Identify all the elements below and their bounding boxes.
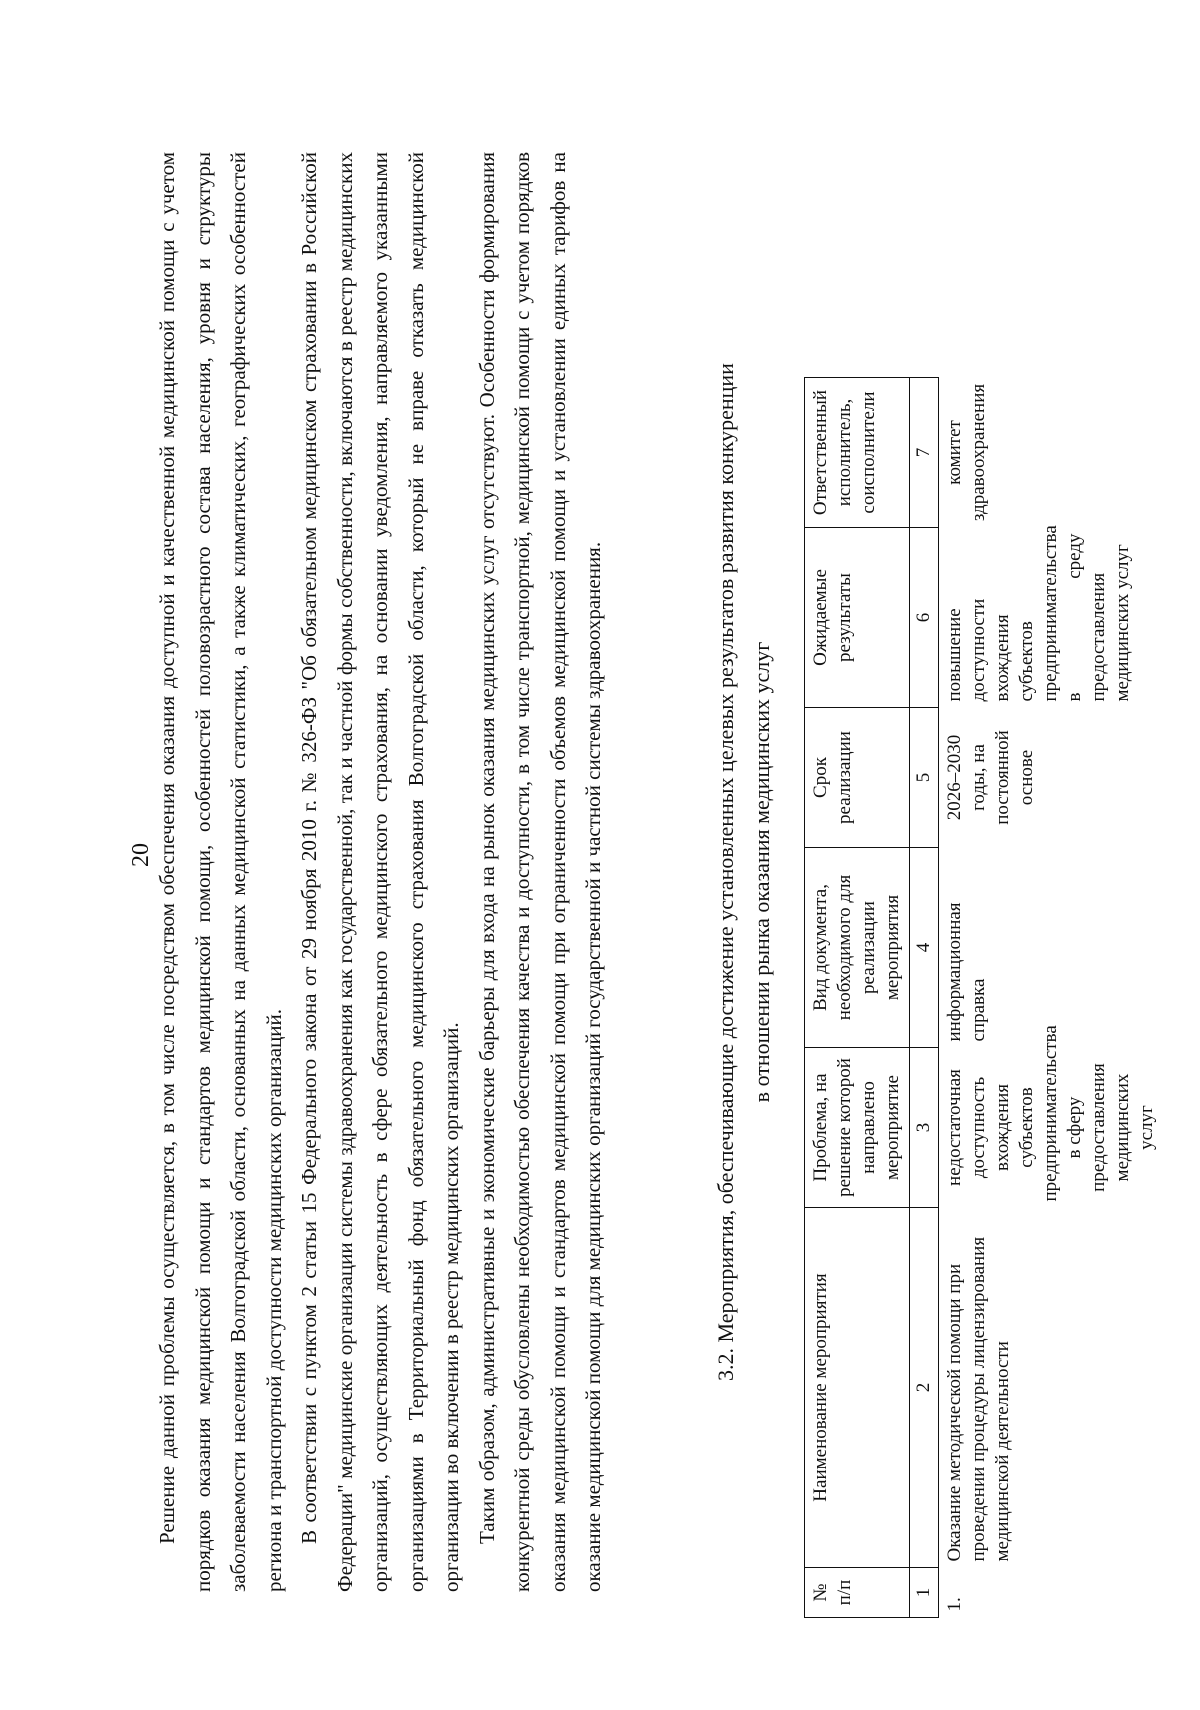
row-term: 2026–2030 годы, на постоянной основе xyxy=(944,730,1037,825)
row-number: 1. xyxy=(944,1597,965,1612)
column-number: 5 xyxy=(910,708,939,848)
column-number: 2 xyxy=(910,1208,939,1568)
empty-cell xyxy=(939,18,1164,378)
column-number: 3 xyxy=(910,1048,939,1208)
row-problem: недостаточная доступность вхождения субъектов предпринимательства в сферу предоставления медицинских услуг xyxy=(944,1025,1157,1202)
row-results: повышение доступности вхождения субъектов предпринимательства в среду предоставления медицинских услуг xyxy=(944,525,1133,702)
row-document: информационная справка xyxy=(944,902,989,1042)
header-cell-responsible: Ответственный исполнитель, соисполнители xyxy=(805,378,910,528)
section-title-line: в отношении рынка оказания медицинских услуг xyxy=(749,641,774,1103)
row-name: Оказание методической помощи при проведении процедуры лицензирования медицинской деятельности xyxy=(944,1236,1013,1562)
header-cell-problem: Проблема, на решение которой направлено мероприятие xyxy=(805,1048,910,1208)
table-header-row xyxy=(805,18,910,1618)
column-number: 6 xyxy=(910,528,939,708)
header-cell-name: Наименование мероприятия xyxy=(805,1208,910,1568)
section-title xyxy=(708,152,780,1592)
header-cell-document: Вид документа, необходимого для реализации мероприятия xyxy=(805,848,910,1048)
column-number: 4 xyxy=(910,848,939,1048)
paragraph: Таким образом, административные и экономические барьеры для входа на рынок оказания медицинских услуг отсутствуют. Особенности формирования конкурентной среды обусловлены необходимостью обеспечения качества и доступности, в том числе транспортной, медицинской помощи с учетом порядков оказания медицинской помощи и стандартов медицинской помощи при ограниченности объемов медицинской помощи и установлении единых тарифов на оказание медицинской помощи для медицинских организаций государственной и частной системы здравоохранения. xyxy=(474,152,605,1592)
table-row xyxy=(939,18,1164,1618)
empty-cell xyxy=(910,18,939,378)
column-number-row xyxy=(910,18,939,1618)
paragraph: Решение данной проблемы осуществляется, в том числе посредством обеспечения оказания доступной и качественной медицинской помощи с учетом порядков оказания медицинской помощи и стандартов медицинской помощи, особенностей половозрастного состава населения, уровня и структуры заболеваемости населения Волгоградской области, основанных на данных медицинской статистики, а также климатических, географических особенностей региона и транспортной доступности медицинских организаций. xyxy=(155,152,286,1592)
measures-table xyxy=(804,17,1163,1618)
header-cell-results: Ожидаемые результаты xyxy=(805,528,910,708)
body-text xyxy=(150,152,612,1592)
header-cell-num: № п/п xyxy=(805,1568,910,1618)
column-number: 1 xyxy=(910,1568,939,1618)
page-number: 20 xyxy=(128,843,154,867)
header-cell-term: Срок реализации xyxy=(805,708,910,848)
paragraph: В соответствии с пунктом 2 статьи 15 Федерального закона от 29 ноября 2010 г. № 326-ФЗ "Об обязательном медицинском страховании в Российской Федерации" медицинские организации системы здравоохранения как государственной, так и частной формы собственности, включаются в реестр медицинских организаций, осуществляющих деятельность в сфере обязательного медицинского страхования, на основании уведомления, направляемого указанными организациями в Территориальный фонд обязательного медицинского страхования Волгоградской области, который не вправе отказать медицинской организации во включении в реестр медицинских организаций. xyxy=(297,152,463,1592)
empty-cell xyxy=(805,18,910,378)
row-responsible: комитет здравоохранения xyxy=(944,383,989,522)
section-title-line: 3.2. Мероприятия, обеспечивающие достижение установленных целевых результатов развития конкуренции xyxy=(713,363,738,1381)
column-number: 7 xyxy=(910,378,939,528)
